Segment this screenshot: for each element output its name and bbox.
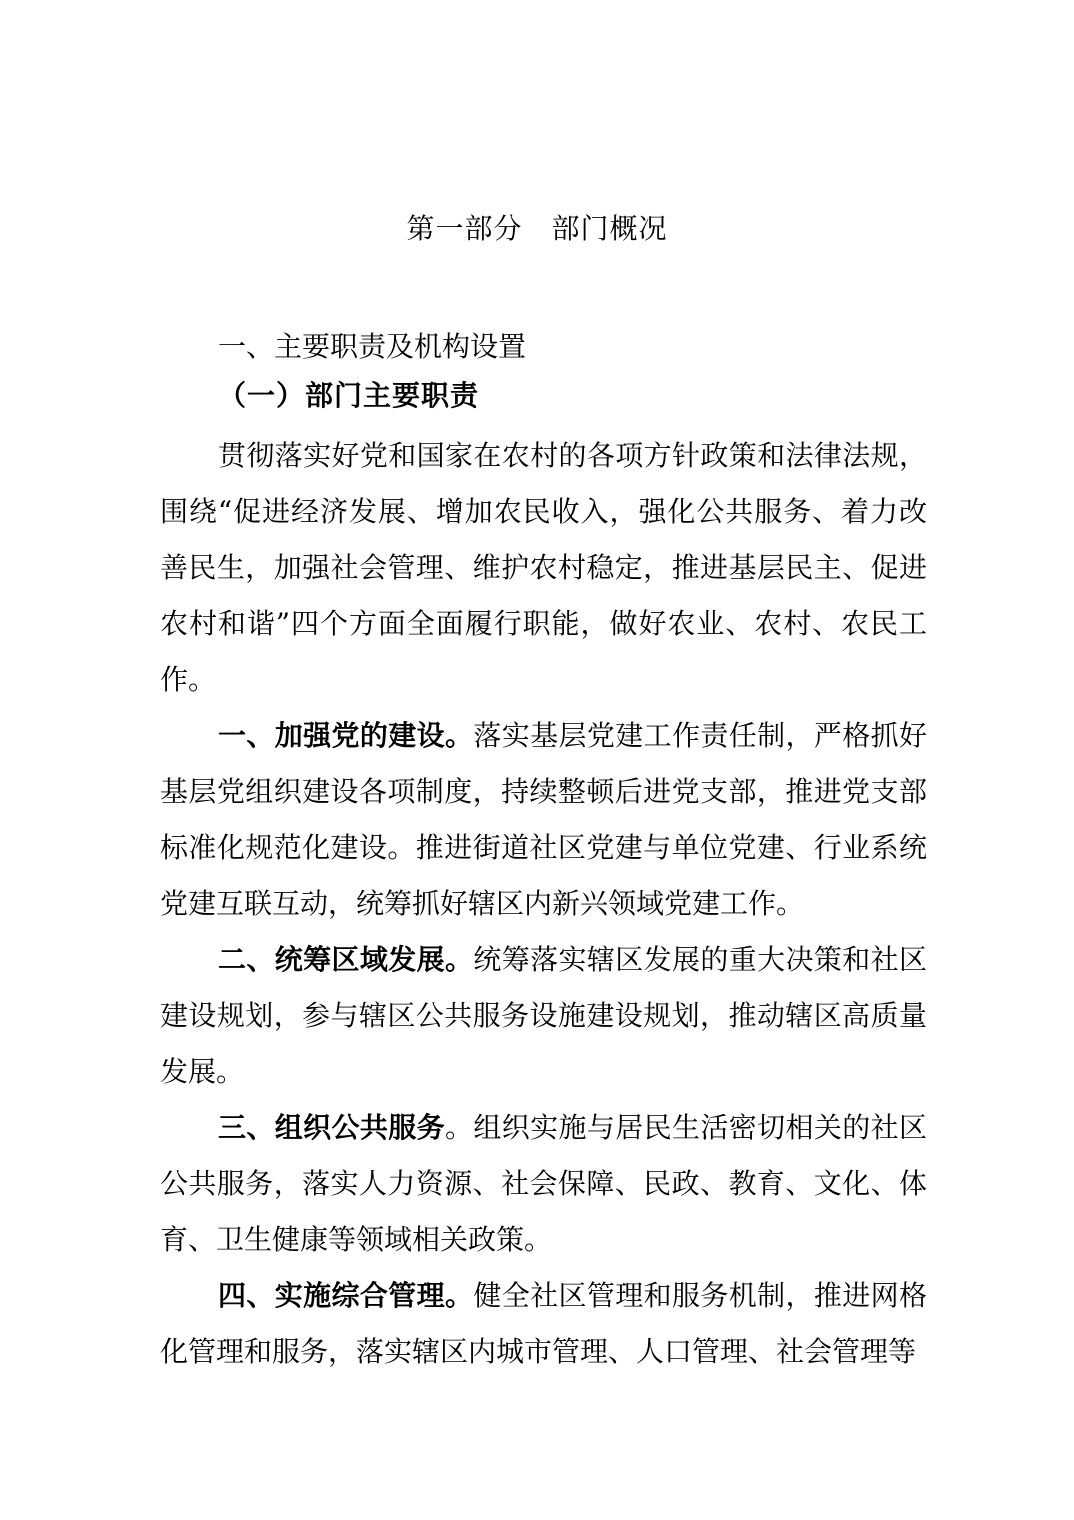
duty-lead-1: 一、加强党的建设。 — [218, 719, 474, 752]
duty-lead-3: 三、组织公共服务 — [218, 1111, 445, 1144]
intro-paragraph: 贯彻落实好党和国家在农村的各项方针政策和法律法规，围绕“促进经济发展、增加农民收入，强化公共服务、着力改善民生，加强社会管理、维护农村稳定，推进基层民主、促进农村和谐”四个方面全面履行职能，做好农业、农村、农民工作。 — [160, 439, 927, 696]
duty-lead-4: 四、实施综合管理。 — [218, 1279, 474, 1312]
duty-paragraph-4 — [160, 1268, 927, 1380]
duty-paragraph-2 — [160, 932, 927, 1100]
duty-text-1: 落实基层党建工作责任制，严格抓好基层党组织建设各项制度，持续整顿后进党支部，推进党支部标准化规范化建设。推进街道社区党建与单位党建、行业系统党建互联互动，统筹抓好辖区内新兴领域党建工作。 — [160, 719, 927, 920]
duty-text-3: 。组织实施与居民生活密切相关的社区公共服务，落实人力资源、社会保障、民政、教育、文化、体育、卫生健康等领域相关政策。 — [160, 1111, 927, 1256]
subsection-heading: （一）部门主要职责 — [218, 379, 480, 412]
duty-text-4: 健全社区管理和服务机制，推进网格化管理和服务，落实辖区内城市管理、人口管理、社会管理等 — [160, 1279, 927, 1368]
section-heading: 一、主要职责及机构设置 — [218, 330, 527, 363]
duty-text-2: 统筹落实辖区发展的重大决策和社区建设规划，参与辖区公共服务设施建设规划，推动辖区高质量发展。 — [160, 943, 927, 1088]
page-title: 第一部分 部门概况 — [406, 212, 668, 245]
duty-paragraph-1 — [160, 708, 927, 932]
duty-lead-2: 二、统筹区域发展。 — [218, 943, 474, 976]
duty-paragraph-3 — [160, 1100, 927, 1268]
